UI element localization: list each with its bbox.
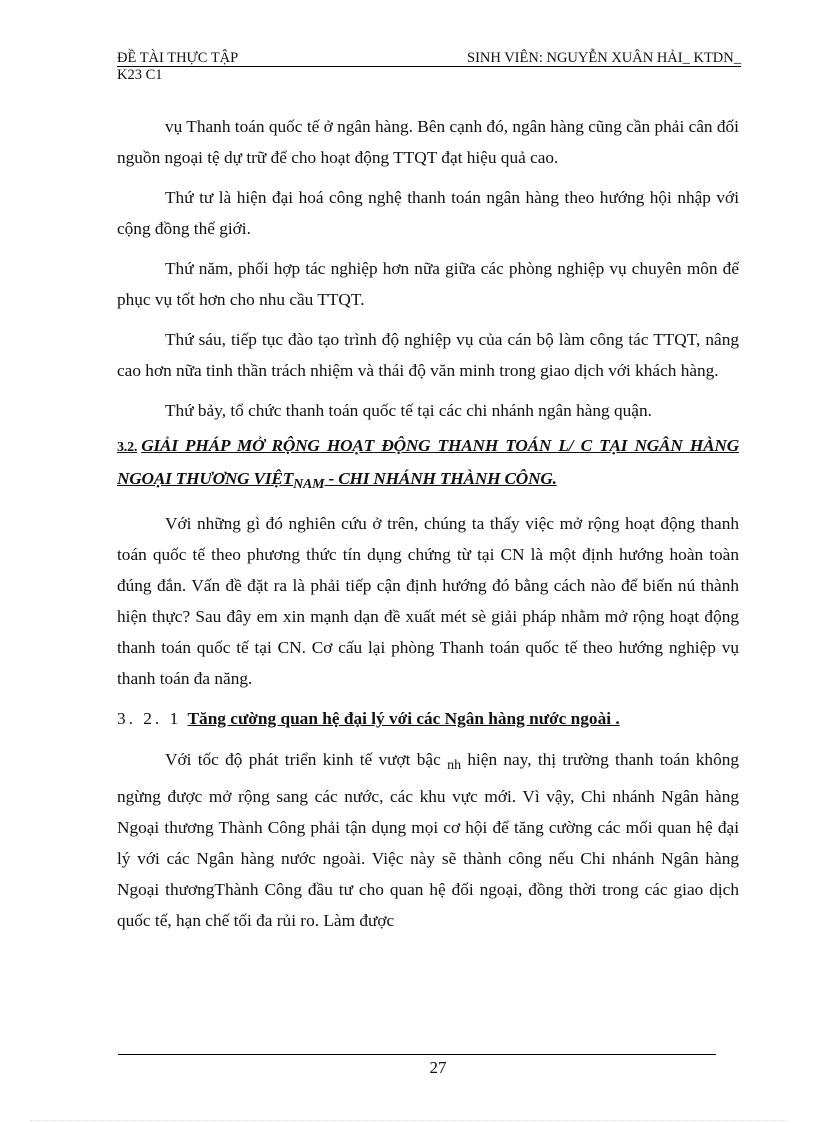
header-class: K23 C1: [117, 67, 163, 83]
paragraph-2: Thứ tư là hiện đại hoá công nghệ thanh toán ngân hàng theo hướng hội nhập với cộng đồng thế giới.: [117, 188, 739, 238]
paragraph-7-start: Với tốc độ phát triển kinh tế vượt bậc: [165, 750, 441, 769]
paragraph-4: Thứ sáu, tiếp tục đào tạo trình độ nghiệp vụ của cán bộ làm công tác TTQT, nâng cao hơn nữa tinh thần trách nhiệm và thái độ văn minh trong giao dịch với khách hàng.: [117, 330, 739, 380]
paragraph-3: Thứ năm, phối hợp tác nghiệp hơn nữa giữa các phòng nghiệp vụ chuyên môn để phục vụ tốt hơn cho nhu cầu TTQT.: [117, 259, 739, 309]
subsection-title: Tăng cường quan hệ đại lý với các Ngân hàng nước ngoài .: [187, 709, 620, 728]
section-title: GIẢI PHÁP MỞ RỘNG HOẠT ĐỘNG THANH TOÁN L/ C TẠI NGÂN HÀNG NGOẠI THƯƠNG VIỆT: [117, 436, 739, 488]
subsection-number: 3. 2. 1: [117, 709, 182, 728]
section-number: 3.2.: [117, 440, 138, 455]
document-body: [117, 111, 739, 945]
header-underline: [117, 66, 741, 67]
paragraph-7: [117, 744, 739, 936]
subsection-heading: [117, 703, 739, 734]
paragraph-7-sub: nh: [447, 758, 462, 773]
paragraph-6: Với những gì đó nghiên cứu ở trên, chúng ta thấy việc mở rộng hoạt động thanh toán quốc tế theo phương thức tín dụng chứng từ tại CN là một định hướng hoàn toàn đúng đắn. Vấn đề đặt ra là phải tiếp cận định hướng đó bằng cách nào để biến nú thành hiện thực? Sau đây em xin mạnh dạn đề xuất mét sè giải pháp nhằm mở rộng hoạt động thanh toán quốc tế tại CN. Cơ cấu lại phòng Thanh toán quốc tế theo hướng nghiệp vụ thanh toán đa năng.: [117, 514, 739, 688]
page-bottom-edge: [30, 1120, 786, 1121]
section-heading: [117, 430, 739, 500]
paragraph-7-rest: hiện nay, thị trường thanh toán không ngừng được mở rộng sang các nước, các khu vực mới. Vì vậy, Chi nhánh Ngân hàng Ngoại thương Thành Công phải tận dụng mọi cơ hội để tăng cường các mối quan hệ đại lý với các Ngân hàng nước ngoài. Việc này sẽ thành công nếu Chi nhánh Ngân hàng Ngoại thươngThành Công đầu tư cho quan hệ đối ngoại, đồng thời trong các giao dịch quốc tế, hạn chế tối đa rủi ro. Làm được: [117, 750, 739, 930]
header-topic: ĐỀ TÀI THỰC TẬP: [117, 50, 239, 66]
header-student: SINH VIÊN: NGUYỄN XUÂN HẢI_ KTDN_: [467, 50, 741, 66]
section-title-sub: NAM: [293, 477, 325, 492]
page-number: 27: [429, 1058, 447, 1077]
footer-rule: [118, 1054, 716, 1055]
section-title-end: - CHI NHÁNH THÀNH CÔNG.: [324, 469, 557, 488]
paragraph-1: vụ Thanh toán quốc tế ở ngân hàng. Bên cạnh đó, ngân hàng cũng cần phải cân đối nguồn ngoại tệ dự trữ để cho hoạt động TTQT đạt hiệu quả cao.: [117, 117, 739, 167]
paragraph-5: Thứ bảy, tổ chức thanh toán quốc tế tại các chi nhánh ngân hàng quận.: [165, 401, 652, 420]
